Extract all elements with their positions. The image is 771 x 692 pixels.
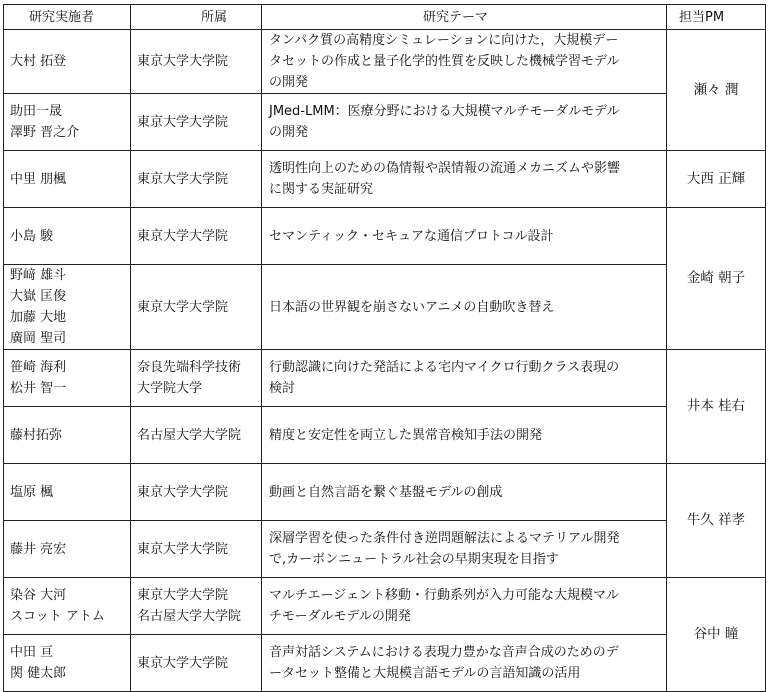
theme-cell-line: 行動認識に向けた発話による宅内マイクロ行動クラス表現の [269,360,620,375]
affiliation-cell-line: 東京大学大学院 [137,588,229,603]
researcher-cell-line: 藤井 亮宏 [10,541,67,557]
researcher-cell-line: 野﨑 雄斗 [10,268,67,283]
researcher-cell [4,407,131,464]
researcher-cell [4,265,131,350]
theme-cell [262,407,667,464]
theme-cell [262,208,667,265]
theme-cell [262,30,667,94]
researcher-cell [4,30,131,94]
table-row [4,208,766,265]
theme-cell-line: の開発 [269,125,309,140]
affiliation-cell [131,151,262,208]
researcher-cell-line: 中里 朋楓 [10,171,67,187]
table-row [4,350,766,407]
table-row [4,464,766,521]
theme-cell-line: タセットの作成と量子化学的性質を反映した機械学習モデル [269,54,620,69]
researcher-cell [4,464,131,521]
research-table [3,4,766,692]
researcher-cell-line: 塩原 楓 [10,484,54,500]
pm-cell: 井本 桂右 [667,350,766,464]
researcher-cell [4,350,131,407]
affiliation-cell-line: 東京大学大学院 [137,228,229,244]
theme-cell-line: 動画と自然言語を繋ぐ基盤モデルの創成 [269,484,503,500]
researcher-cell-line: 加藤 大地 [10,310,67,325]
pm-cell: 大西 正輝 [667,151,766,208]
theme-cell [262,464,667,521]
theme-cell-line: マルチエージェント移動・行動系列が入力可能な大規模マル [269,588,619,603]
theme-cell [262,521,667,578]
pm-cell: 牛久 祥孝 [667,464,766,578]
theme-cell [262,94,667,151]
researcher-cell [4,208,131,265]
affiliation-cell [131,30,262,94]
researcher-cell-line: 松井 智一 [10,381,67,396]
affiliation-cell [131,464,262,521]
pm-cell: 金崎 朝子 [667,208,766,350]
theme-cell-line: チモーダルモデルの開発 [269,609,411,624]
theme-cell-line: 音声対話システムにおける表現力豊かな音声合成のためのデ [269,645,619,660]
researcher-cell-line: 関 健太郎 [10,666,67,681]
table-row [4,151,766,208]
researcher-cell-line: 笹崎 海利 [10,360,67,375]
pm-cell: 谷中 瞳 [667,578,766,692]
affiliation-cell-line: 東京大学大学院 [137,171,229,187]
header-theme: 研究テーマ [262,5,667,30]
theme-cell-line: に関する実証研究 [269,182,374,197]
affiliation-cell [131,208,262,265]
theme-cell-line: 日本語の世界観を崩さないアニメの自動吹き替え [269,299,555,315]
researcher-cell-line: 廣岡 聖司 [10,331,67,346]
header-row [4,5,766,30]
affiliation-cell-line: 東京大学大学院 [137,54,229,69]
theme-cell [262,635,667,692]
table-row [4,94,766,151]
table-row [4,578,766,635]
researcher-cell-line: 大嶽 匡俊 [10,289,67,304]
header-affiliation: 所属 [131,5,262,30]
theme-cell-line: 検討 [269,381,296,396]
theme-cell [262,350,667,407]
table-row [4,265,766,350]
researcher-cell-line: 染谷 大河 [10,588,67,603]
theme-cell-line: 透明性向上のための偽情報や誤情報の流通メカニズムや影響 [269,161,621,176]
researcher-cell [4,521,131,578]
affiliation-cell-line: 奈良先端科学技術 [137,360,242,375]
theme-cell-line: の開発 [269,75,309,90]
theme-cell-line: セマンティック・セキュアな通信プロトコル設計 [269,228,554,244]
theme-cell-line: JMed-LMM：医療分野における大規模マルチモーダルモデル [269,104,620,119]
affiliation-cell-line: 東京大学大学院 [137,655,229,671]
researcher-cell-line: 中田 亘 [10,645,54,660]
researcher-cell [4,94,131,151]
researcher-cell-line: スコット アトム [10,609,105,624]
table-row [4,407,766,464]
affiliation-cell-line: 大学院大学 [137,381,203,396]
affiliation-cell [131,521,262,578]
affiliation-cell [131,407,262,464]
affiliation-cell [131,578,262,635]
table-row [4,521,766,578]
header-pm: 担当PM [667,5,766,30]
theme-cell-line: ータセット整備と大規模言語モデルの言語知識の活用 [269,666,581,681]
theme-cell-line: タンパク質の高精度シミュレーションに向けた，大規模デー [269,33,619,48]
researcher-cell [4,151,131,208]
theme-cell-line: 深層学習を使った条件付き逆問題解法によるマテリアル開発 [269,531,620,546]
affiliation-cell [131,265,262,350]
table-row [4,30,766,94]
researcher-cell-line: 藤村拓弥 [10,427,63,443]
affiliation-cell-line: 東京大学大学院 [137,114,229,130]
researcher-cell-line: 助田一晟 [10,104,63,119]
header-researcher: 研究実施者 [4,5,131,30]
pm-cell: 瀬々 潤 [667,30,766,151]
affiliation-cell-line: 名古屋大学大学院 [137,609,242,624]
affiliation-cell [131,635,262,692]
affiliation-cell [131,350,262,407]
theme-cell [262,578,667,635]
theme-cell [262,151,667,208]
affiliation-cell-line: 東京大学大学院 [137,541,229,557]
affiliation-cell [131,94,262,151]
theme-cell [262,265,667,350]
affiliation-cell-line: 東京大学大学院 [137,484,229,500]
theme-cell-line: で,カーボンニュートラル社会の早期実現を目指す [269,552,559,567]
researcher-cell [4,635,131,692]
affiliation-cell-line: 東京大学大学院 [137,299,229,315]
theme-cell-line: 精度と安定性を両立した異常音検知手法の開発 [269,427,543,443]
researcher-cell-line: 小島 駿 [10,228,54,244]
table-row [4,635,766,692]
researcher-cell-line: 大村 拓登 [10,54,67,69]
researcher-cell [4,578,131,635]
affiliation-cell-line: 名古屋大学大学院 [137,427,242,443]
researcher-cell-line: 澤野 晋之介 [10,125,80,140]
